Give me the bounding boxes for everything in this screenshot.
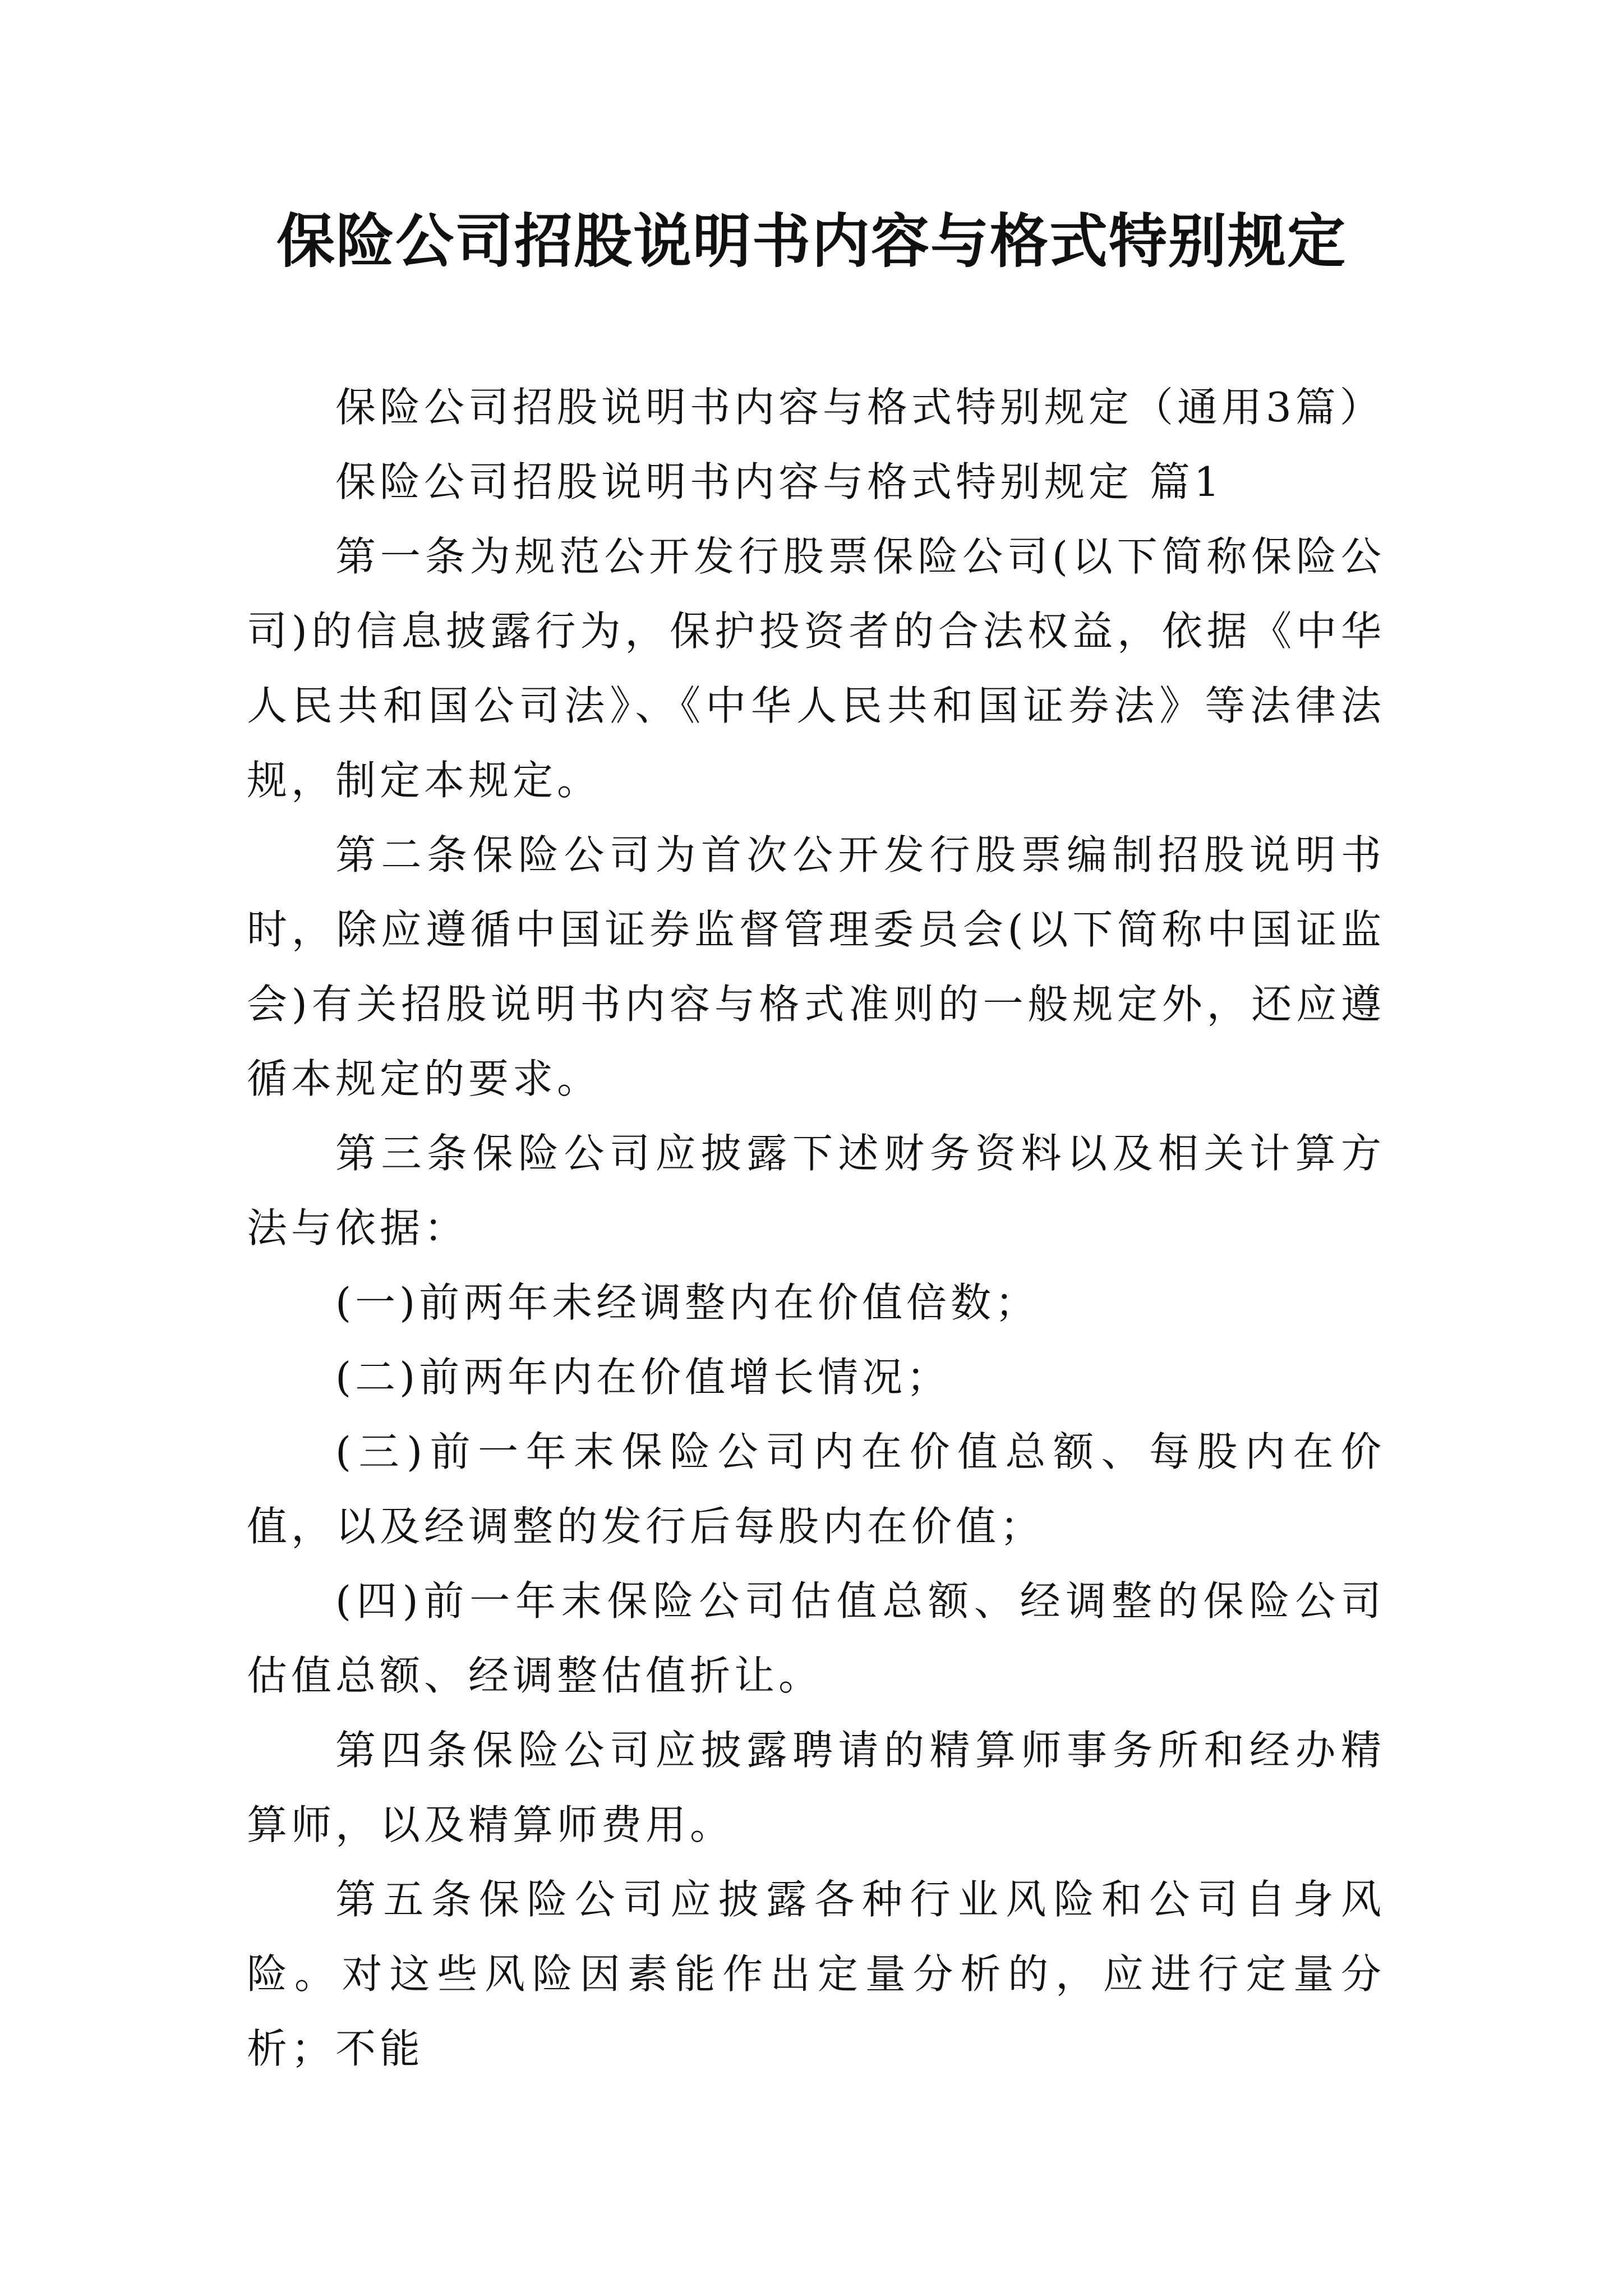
document-body	[247, 370, 1385, 2086]
list-item-4: (四)前一年末保险公司估值总额、经调整的保险公司估值总额、经调整估值折让。	[247, 1577, 1385, 1699]
document-title: 保险公司招股说明书内容与格式特别规定	[276, 206, 1347, 275]
list-item-1: (一)前两年未经调整内在价值倍数；	[335, 1279, 1040, 1326]
paragraph-heading: 保险公司招股说明书内容与格式特别规定（通用3篇）	[335, 384, 1384, 431]
paragraph-article-1: 第一条为规范公开发行股票保险公司(以下简称保险公司)的信息披露行为，保护投资者的合法权益，依据《中华人民共和国公司法》、《中华人民共和国证券法》等法律法规，制定本规定。	[247, 533, 1385, 804]
paragraph-article-5: 第五条保险公司应披露各种行业风险和公司自身风险。对这些风险因素能作出定量分析的，应进行定量分析；不能	[247, 1876, 1385, 2072]
paragraph-subheading: 保险公司招股说明书内容与格式特别规定 篇1	[335, 458, 1224, 505]
paragraph-article-4: 第四条保险公司应披露聘请的精算师事务所和经办精算师，以及精算师费用。	[247, 1727, 1385, 1848]
paragraph-article-3: 第三条保险公司应披露下述财务资料以及相关计算方法与依据：	[247, 1130, 1385, 1251]
list-item-3: (三)前一年末保险公司内在价值总额、每股内在价值，以及经调整的发行后每股内在价值；	[247, 1428, 1385, 1550]
list-item-2: (二)前两年内在价值增长情况；	[335, 1354, 951, 1401]
paragraph-article-2: 第二条保险公司为首次公开发行股票编制招股说明书时，除应遵循中国证券监督管理委员会(以下简称中国证监会)有关招股说明书内容与格式准则的一般规定外，还应遵循本规定的要求。	[247, 831, 1385, 1102]
